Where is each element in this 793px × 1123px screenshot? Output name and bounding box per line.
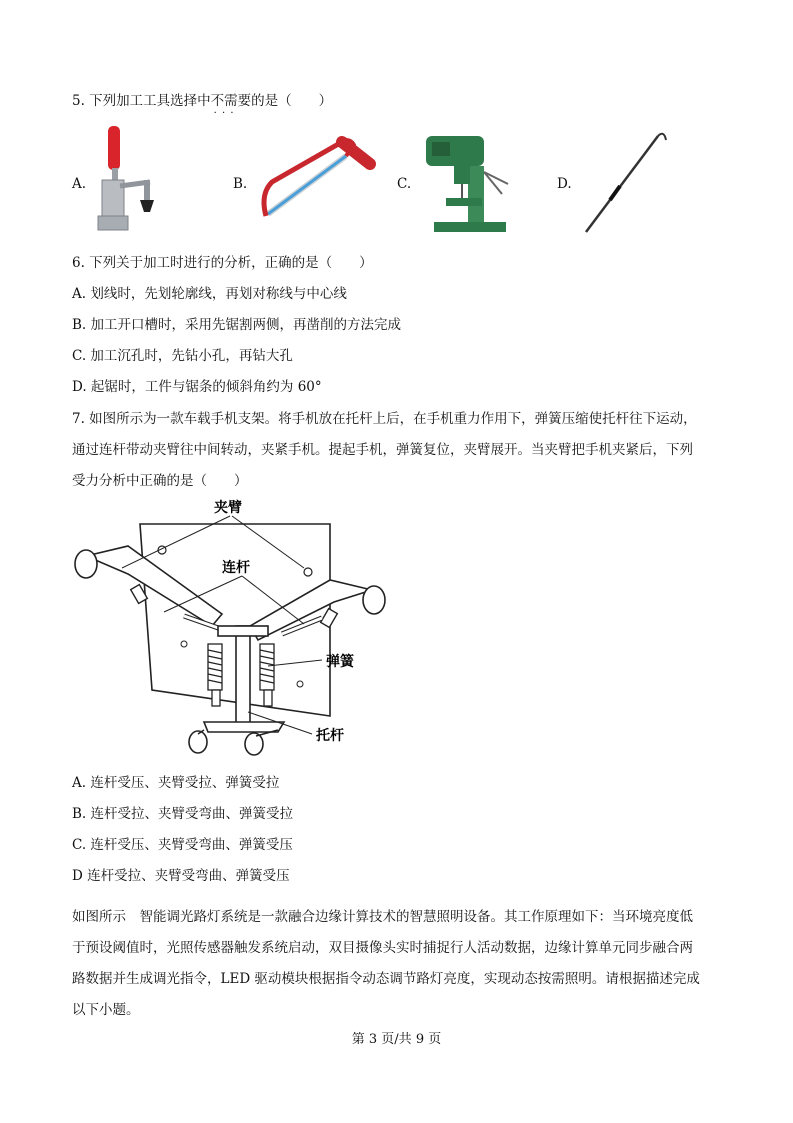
q5-stem-prefix: 5. 下列加工工具选择中 [72, 93, 211, 109]
label-spring: 弹簧 [326, 654, 354, 670]
intro-line-1: 如图所示 智能调光路灯系统是一款融合边缘计算技术的智慧照明设备。其工作原理如下：当环境亮度低 [72, 909, 693, 925]
q6-stem: 6. 下列关于加工时进行的分析，正确的是（ ） [72, 255, 373, 271]
q7-option-b: B. 连杆受拉、夹臂受弯曲、弹簧受拉 [72, 806, 294, 822]
toggle-clamp-icon [94, 124, 160, 234]
right-clamp-arm [250, 580, 385, 640]
intro-line-4: 以下小题。 [72, 1002, 140, 1018]
drill-press-icon [418, 132, 518, 234]
support-rod [236, 626, 250, 724]
q7-stem-line-2: 通过连杆带动夹臂往中间转动，夹紧手机。提起手机，弹簧复位，夹臂展开。当夹臂把手机夹紧后，下列 [72, 442, 693, 458]
intro-line-3: 路数据并生成调光指令，LED 驱动模块根据指令动态调节路灯亮度，实现动态按需照明。请根据描述完成 [72, 971, 700, 987]
q7-option-a: A. 连杆受压、夹臂受拉、弹簧受拉 [72, 775, 280, 791]
q5-option-b-label: B. [233, 176, 248, 192]
page-footer: 第 3 页/共 9 页 [351, 1032, 442, 1047]
intro-line-2: 于预设阈值时，光照传感器触发系统启动，双目摄像头实时捕捉行人活动数据，边缘计算单元同步融合两 [72, 940, 693, 956]
left-clamp-arm [75, 546, 222, 626]
q7-stem-line-3: 受力分析中正确的是（ ） [72, 473, 248, 489]
q7-stem-line-1: 7. 如图所示为一款车载手机支架。将手机放在托杆上后，在手机重力作用下，弹簧压缩使托杆往下运动， [72, 411, 697, 427]
back-plate [140, 524, 330, 716]
label-clamp-arm: 夹臂 [214, 500, 242, 516]
q5-option-c-label: C. [397, 176, 412, 192]
label-link: 连杆 [222, 560, 250, 576]
q5-stem-emphasis: 不需要 · · · [211, 93, 252, 109]
phone-holder-diagram [72, 494, 392, 764]
scriber-icon [580, 128, 672, 238]
label-rod: 托杆 [316, 728, 344, 744]
q7-option-d: D 连杆受拉、夹臂受弯曲、弹簧受压 [72, 868, 290, 884]
q6-option-d: D. 起锯时，工件与锯条的倾斜角约为 60° [72, 379, 322, 395]
q5-option-d-label: D. [557, 176, 572, 192]
q6-option-c: C. 加工沉孔时，先钻小孔，再钻大孔 [72, 348, 293, 364]
q6-option-a: A. 划线时，先划轮廓线，再划对称线与中心线 [72, 286, 347, 302]
q6-option-b: B. 加工开口槽时，采用先锯割两侧，再凿削的方法完成 [72, 317, 402, 333]
q5-option-a-label: A. [72, 176, 87, 192]
q5-stem-suffix: 的是（ ） [251, 93, 333, 109]
q5-stem [72, 92, 332, 110]
hacksaw-icon [258, 134, 378, 226]
q7-option-c: C. 连杆受压、夹臂受弯曲、弹簧受压 [72, 837, 293, 853]
